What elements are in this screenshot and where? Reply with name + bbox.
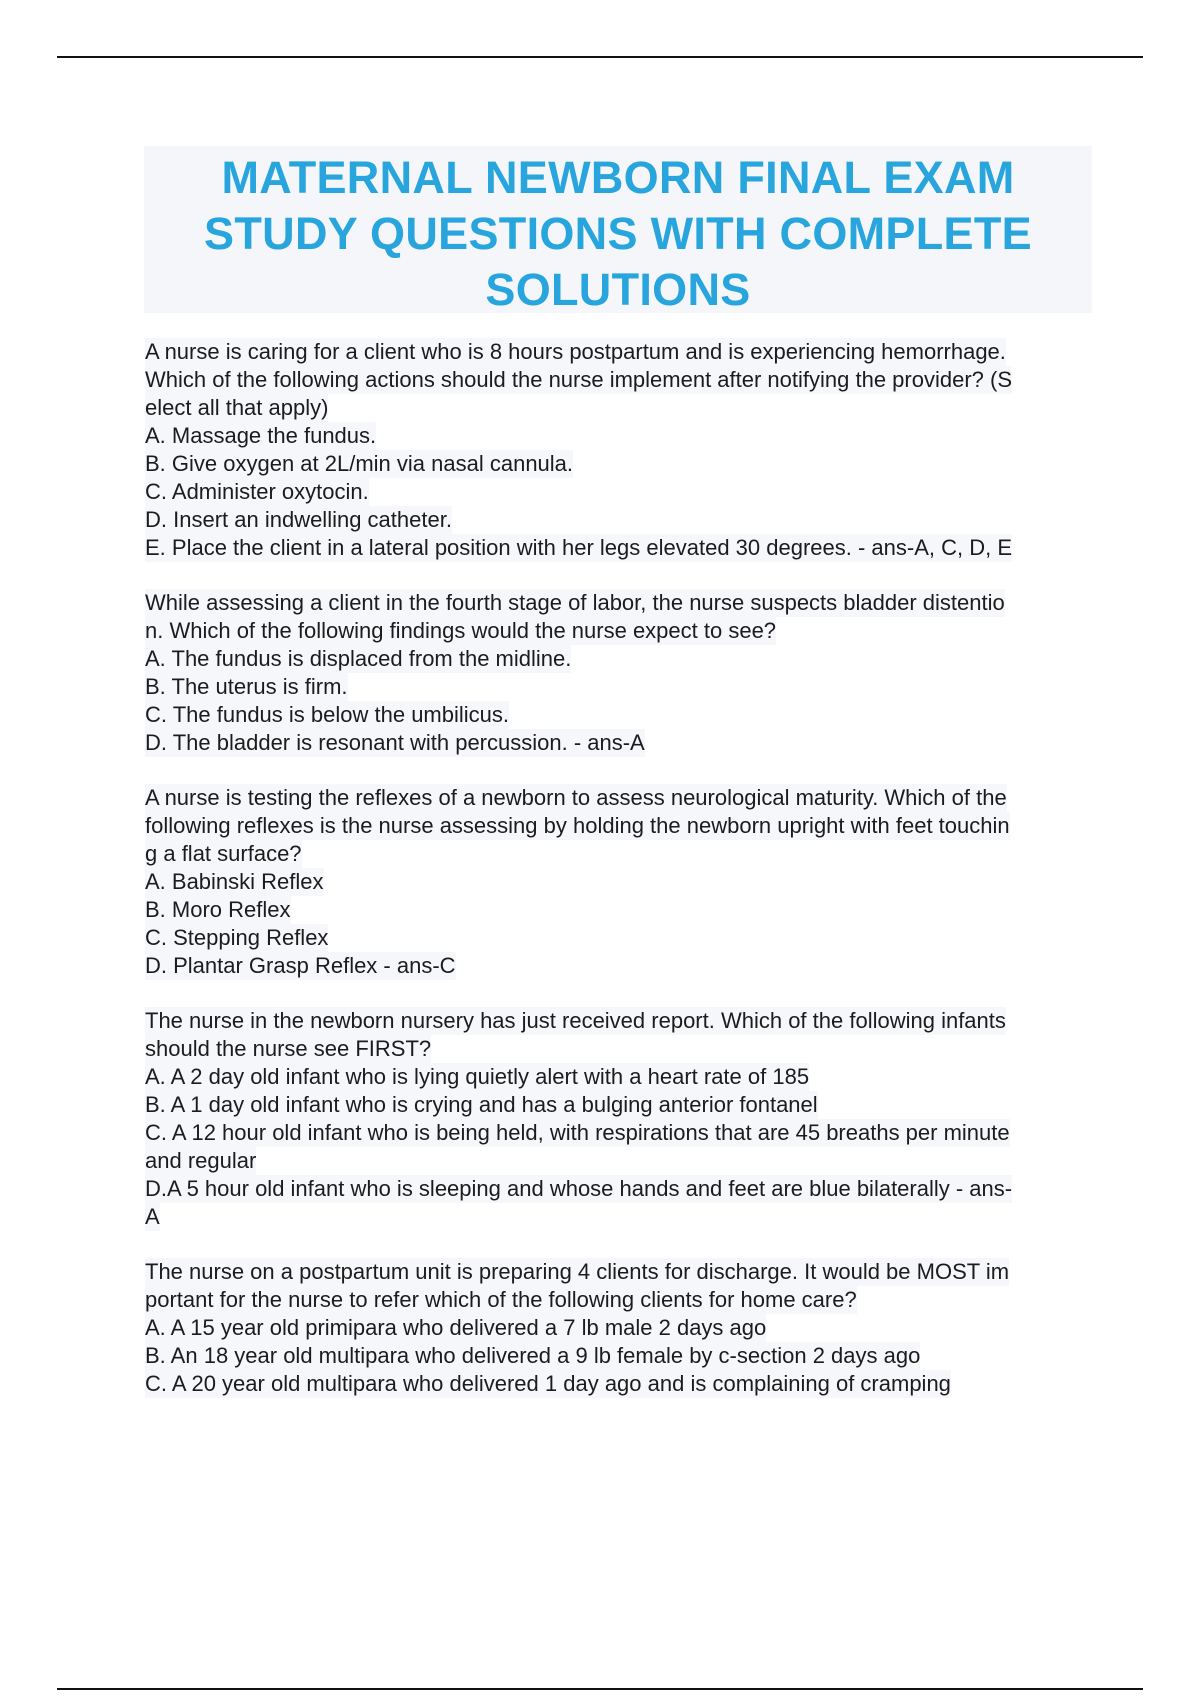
question-block-4 [145,1007,1085,1231]
answer-option: C. The fundus is below the umbilicus. [145,702,509,727]
title-line: STUDY QUESTIONS WITH COMPLETE [204,208,1032,259]
answer-option: A. Babinski Reflex [145,869,324,894]
question-line: should the nurse see FIRST? [145,1036,432,1061]
question-line: g a flat surface? [145,841,302,866]
question-block-3 [145,784,1085,980]
answer-option: C. Administer oxytocin. [145,479,369,504]
question-block-2 [145,589,1085,757]
bottom-rule [57,1688,1143,1690]
answer-option: A. A 15 year old primipara who delivered a 7 lb male 2 days ago [145,1315,767,1340]
answer-option: D. Insert an indwelling catheter. [145,507,452,532]
title-line: SOLUTIONS [485,264,751,315]
answer-option: A. A 2 day old infant who is lying quietly alert with a heart rate of 185 [145,1064,810,1089]
question-line: A nurse is testing the reflexes of a newborn to assess neurological maturity. Which of the [145,785,1007,810]
answer-option-with-key: E. Place the client in a lateral position with her legs elevated 30 degrees. - ans-A, C, D, E [145,535,1013,560]
question-line: n. Which of the following findings would the nurse expect to see? [145,618,777,643]
answer-option: and regular [145,1148,257,1173]
question-block-1 [145,338,1085,562]
answer-option: A. Massage the fundus. [145,423,377,448]
question-block-5 [145,1258,1085,1398]
answer-option-with-key: D.A 5 hour old infant who is sleeping and whose hands and feet are blue bilaterally - ans- [145,1176,1013,1201]
answer-option: B. A 1 day old infant who is crying and has a bulging anterior fontanel [145,1092,818,1117]
answer-option: B. Moro Reflex [145,897,291,922]
answer-key: A [145,1204,160,1229]
question-line: elect all that apply) [145,395,329,420]
document-title [144,150,1092,318]
question-line: portant for the nurse to refer which of the following clients for home care? [145,1287,857,1312]
question-line: Which of the following actions should the nurse implement after notifying the provider? (S [145,367,1013,392]
answer-option-with-key: D. Plantar Grasp Reflex - ans-C [145,953,456,978]
answer-option: B. The uterus is firm. [145,674,348,699]
document-title-banner [144,146,1092,313]
question-line: While assessing a client in the fourth stage of labor, the nurse suspects bladder distentio [145,590,1005,615]
answer-option: B. An 18 year old multipara who delivered a 9 lb female by c-section 2 days ago [145,1343,921,1368]
question-line: The nurse on a postpartum unit is preparing 4 clients for discharge. It would be MOST im [145,1259,1010,1284]
top-rule [57,56,1143,58]
answer-option: A. The fundus is displaced from the midline. [145,646,572,671]
question-line: A nurse is caring for a client who is 8 hours postpartum and is experiencing hemorrhage. [145,339,1006,364]
answer-option: B. Give oxygen at 2L/min via nasal cannula. [145,451,574,476]
question-line: following reflexes is the nurse assessing by holding the newborn upright with feet touchin [145,813,1010,838]
answer-option: C. Stepping Reflex [145,925,329,950]
answer-option: C. A 12 hour old infant who is being held, with respirations that are 45 breaths per minute [145,1120,1010,1145]
answer-option-with-key: D. The bladder is resonant with percussion. - ans-A [145,730,645,755]
question-line: The nurse in the newborn nursery has just received report. Which of the following infants [145,1008,1006,1033]
answer-option: C. A 20 year old multipara who delivered 1 day ago and is complaining of cramping [145,1371,951,1396]
question-list [145,338,1085,1425]
title-line: MATERNAL NEWBORN FINAL EXAM [221,152,1015,203]
